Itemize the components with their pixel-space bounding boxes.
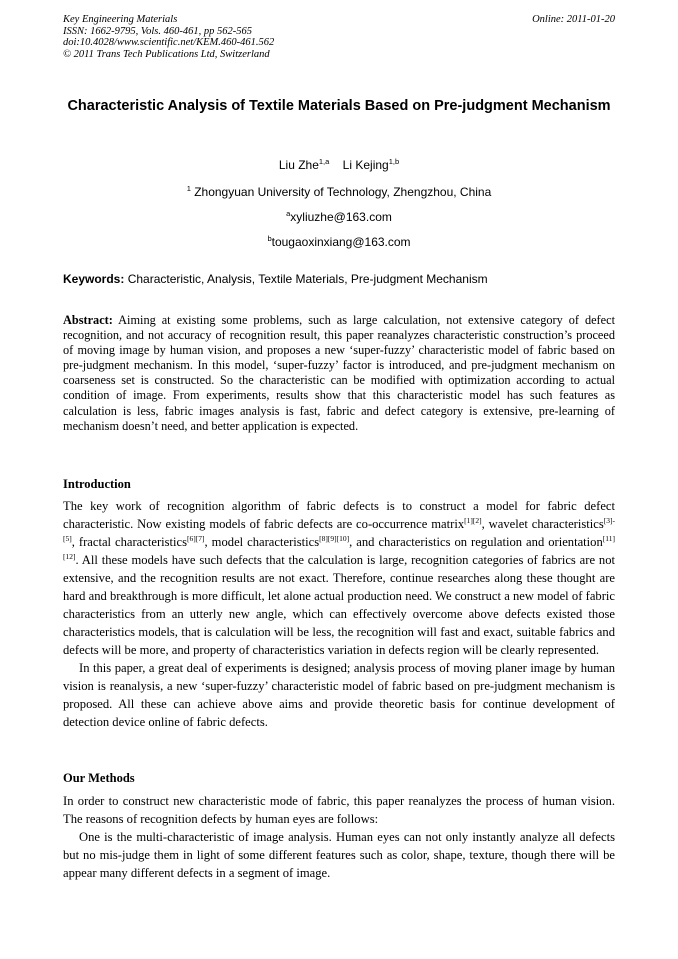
abstract-label: Abstract: <box>63 313 113 327</box>
text-run: , fractal characteristics <box>71 535 188 549</box>
methods-body <box>63 792 615 882</box>
journal-header <box>63 14 615 60</box>
journal-name: Key Engineering Materials <box>63 14 178 25</box>
email-line-a <box>63 210 615 224</box>
citation-ref: [6][7] <box>187 533 205 543</box>
email-b: tougaoxinxiang@163.com <box>271 235 411 249</box>
author-affiliation-sup: 1,a <box>318 157 330 166</box>
paper-title: Characteristic Analysis of Textile Materials Based on Pre-judgment Mechanism <box>67 98 611 114</box>
author-name: Li Kejing <box>342 158 389 172</box>
text-run: , wavelet characteristics <box>481 517 604 531</box>
keywords-label: Keywords: <box>63 272 125 286</box>
text-run: , model characteristics <box>204 535 320 549</box>
methods-heading: Our Methods <box>63 771 135 785</box>
introduction-paragraph-1 <box>63 497 615 659</box>
copyright-line: © 2011 Trans Tech Publications Ltd, Switzerland <box>63 48 270 60</box>
text-run: , and characteristics on regulation and orientation <box>349 535 603 549</box>
keywords-text: Characteristic, Analysis, Textile Materials, Pre-judgment Mechanism <box>124 272 488 286</box>
author-line <box>63 158 615 172</box>
citation-ref: [3]-[5] <box>63 515 616 543</box>
citation-ref: [11][12] <box>63 533 615 561</box>
text-run: . All these models have such defects that the calculation is large, recognition categories of fabrics are not extensive, and the recognition results are not exact. Therefore, continue researches along these thought are hard and breakthrough is more difficult, let alone actual production need. We construct a new model of fabric characteristics from an utterly new angle, which can effectively overcome above defects existed those characteristics models, that is calculation will be less, the recognition will fast and exact, suitable fabrics and defects will be more, and property of characteristics variation in defects region will be clearly represented. <box>63 553 615 657</box>
doi-line: doi:10.4028/www.scientific.net/KEM.460-461.562 <box>63 37 275 48</box>
introduction-body <box>63 497 615 731</box>
email-sup: a <box>286 209 291 218</box>
online-date: Online: 2011-01-20 <box>532 14 615 25</box>
abstract-text: Aiming at existing some problems, such as large calculation, not extensive category of defect recognition, and not accuracy of recognition result, this paper reanalyzes characteristic construction’s proceed of moving image by human vision, and proposes a new ‘super-fuzzy’ characteristic model of fabric based on pre-judgment mechanism. In this model, ‘super-fuzzy’ factor is introduced, and pre-judgment mechanism on coarseness set is constructed. So the characteristic can be modified with optimization according to actual condition of image. From experiments, results show that this characteristic model has such features as calculation is less, fabric images analysis is fast, fabric and defect category is extensive, pre-learning of mechanism doesn’t need, and better application is expected. <box>63 313 615 433</box>
email-a: xyliuzhe@163.com <box>290 210 392 224</box>
email-sup: b <box>267 234 272 243</box>
abstract-paragraph <box>63 313 615 434</box>
methods-paragraph-2: One is the multi-characteristic of image analysis. Human eyes can not only instantly analyze all defects but no mis-judge them in light of some different features such as color, shape, texture, though there will be appear many different defects in a segment of image. <box>63 830 615 880</box>
introduction-paragraph-2: In this paper, a great deal of experiments is designed; analysis process of moving planer image by human vision is reanalysis, a new ‘super-fuzzy’ characteristic model of fabric based on pre-judgment mechanism is proposed. All these can achieve above aims and provide theoretic basis for continue development of detection device online of fabric defects. <box>63 661 615 729</box>
citation-ref: [1][2] <box>464 515 482 525</box>
introduction-heading: Introduction <box>63 477 131 491</box>
keywords-line <box>63 272 615 286</box>
affiliation-sup: 1 <box>186 184 191 193</box>
affiliation-line <box>63 185 615 199</box>
email-line-b <box>63 235 615 249</box>
citation-ref: [8][9][10] <box>319 533 350 543</box>
author-affiliation-sup: 1,b <box>388 157 400 166</box>
affiliation-text: Zhongyuan University of Technology, Zhengzhou, China <box>190 185 492 199</box>
methods-paragraph-1: In order to construct new characteristic mode of fabric, this paper reanalyzes the process of human vision. The reasons of recognition defects by human eyes are follows: <box>63 794 615 826</box>
author-name: Liu Zhe <box>278 158 319 172</box>
text-run: The key work of recognition algorithm of fabric defects is to construct a model for fabric defect characteristic. Now existing models of fabric defects are co-occurrence matrix <box>63 499 615 531</box>
issn-line: ISSN: 1662-9795, Vols. 460-461, pp 562-565 <box>63 25 252 37</box>
